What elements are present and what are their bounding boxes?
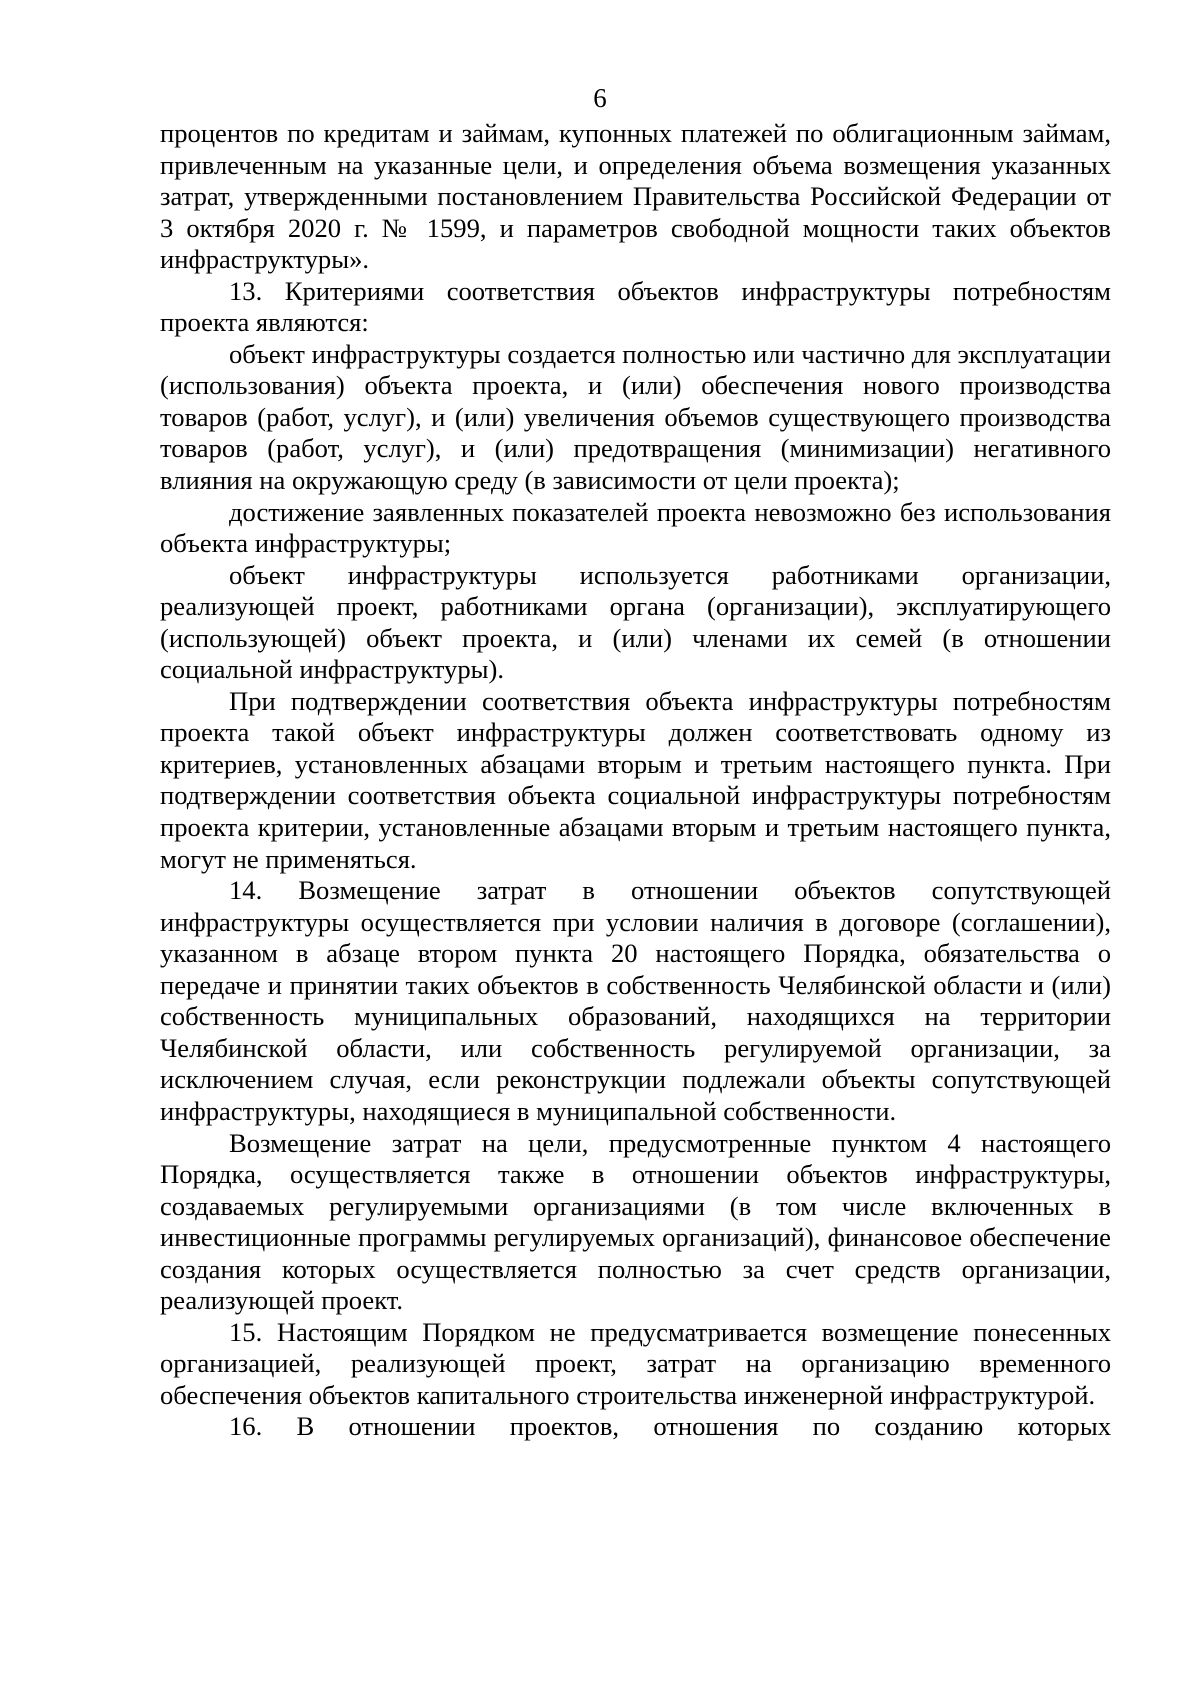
page-number: 6 (593, 83, 607, 113)
paragraph-criterion-3: объект инфраструктуры используется работниками организации, реализующей проект, работниками органа (организации), эксплуатирующего (использующей) объект проекта, и (или) членами их семей (в отношении социальной инфраструктуры). (160, 559, 1111, 685)
paragraph-item-15: 15. Настоящим Порядком не предусматривается возмещение понесенных организацией, реализующей проект, затрат на организацию временного обеспечения объектов капитального строительства инженерной инфраструктурой. (160, 1316, 1111, 1410)
paragraph-item-14: 14. Возмещение затрат в отношении объектов сопутствующей инфраструктуры осуществляется при условии наличия в договоре (соглашении), указанном в абзаце втором пункта 20 настоящего Порядка, обязательства о передаче и принятии таких объектов в собственность Челябинской области и (или) собственность муниципальных образований, находящихся на территории Челябинской области, или собственность регулируемой организации, за исключением случая, если реконструкции подлежали объекты сопутствующей инфраструктуры, находящиеся в муниципальной собственности. (160, 875, 1111, 1126)
document-body (160, 118, 1111, 1443)
paragraph-item-16: 16. В отношении проектов, отношения по созданию которых (229, 1411, 1111, 1442)
paragraph-reimbursement: Возмещение затрат на цели, предусмотренные пунктом 4 настоящего Порядка, осуществляется также в отношении объектов инфраструктуры, создаваемых регулируемыми организациями (в том числе включенных в инвестиционные программы регулируемых организаций), финансовое обеспечение создания которых осуществляется полностью за счет средств организации, реализующей проект. (160, 1127, 1111, 1316)
paragraph-confirmation: При подтверждении соответствия объекта инфраструктуры потребностям проекта такой объект инфраструктуры должен соответствовать одному из критериев, установленных абзацами вторым и третьим настоящего пункта. При подтверждении соответствия объекта социальной инфраструктуры потребностям проекта критерии, установленные абзацами вторым и третьим настоящего пункта, могут не применяться. (160, 685, 1111, 874)
paragraph-criterion-1: объект инфраструктуры создается полностью или частично для эксплуатации (использования) объекта проекта, и (или) обеспечения нового производства товаров (работ, услуг), и (или) увеличения объемов существующего производства товаров (работ, услуг), и (или) предотвращения (минимизации) негативного влияния на окружающую среду (в зависимости от цели проекта); (160, 338, 1111, 496)
paragraph-continuation: процентов по кредитам и займам, купонных платежей по облигационным займам, привлеченным на указанные цели, и определения объема возмещения указанных затрат, утвержденными постановлением Правительства Российской Федерации от 3 октября 2020 г. № 1599, и параметров свободной мощности таких объектов инфраструктуры». (160, 118, 1111, 275)
paragraph-item-13: 13. Критериями соответствия объектов инфраструктуры потребностям проекта являются: (160, 275, 1111, 338)
paragraph-criterion-2: достижение заявленных показателей проекта невозможно без использования объекта инфраструктуры; (160, 496, 1111, 559)
